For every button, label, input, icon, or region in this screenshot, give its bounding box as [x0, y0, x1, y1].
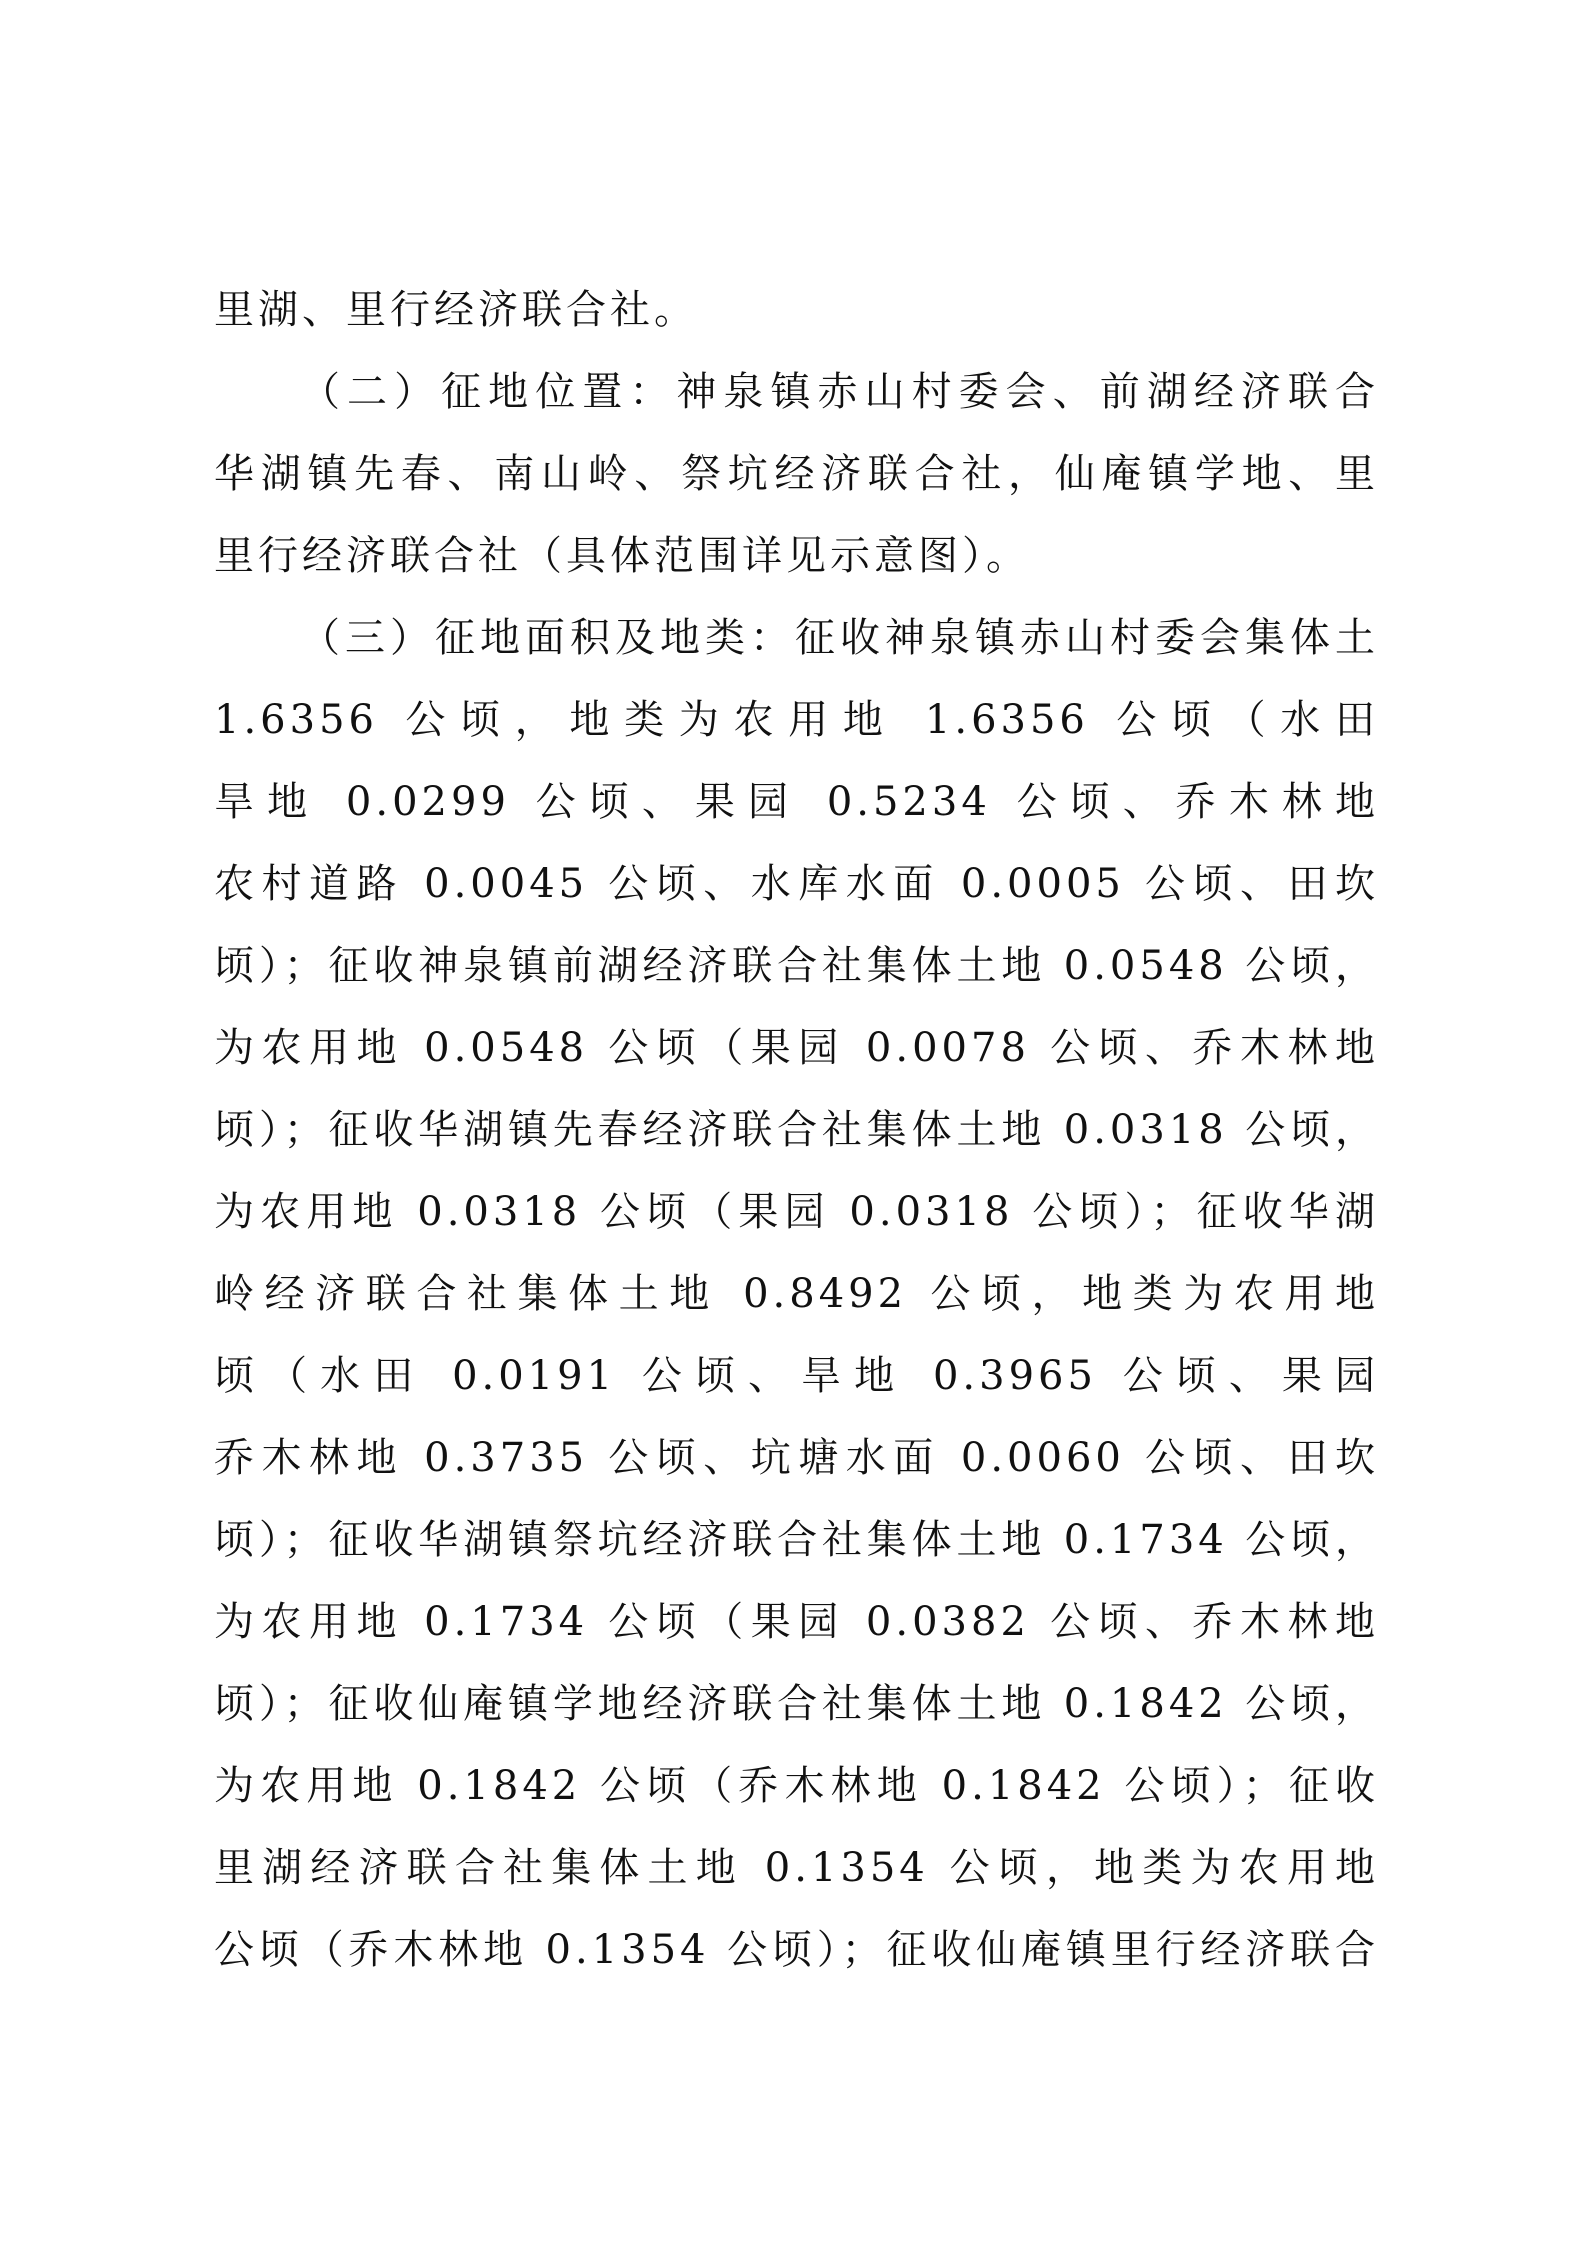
text-line-21: 公顷（乔木林地 0.1354 公顷）；征收仙庵镇里行经济联合 — [214, 1927, 1379, 1973]
text-line-12: 为农用地 0.0318 公顷（果园 0.0318 公顷）；征收华湖 — [214, 1189, 1379, 1235]
text-line-9: 顷）；征收神泉镇前湖经济联合社集体土地 0.0548 公顷， — [214, 943, 1379, 989]
text-line-13: 岭经济联合社集体土地 0.8492 公顷，地类为农用地 — [214, 1271, 1379, 1317]
text-line-1: 里湖、里行经济联合社。 — [214, 287, 698, 333]
text-line-6: 1.6356 公顷，地类为农用地 1.6356 公顷（水田 — [214, 697, 1379, 743]
paragraph-location-heading: （二）征地位置：神泉镇赤山村委会、前湖经济联合 — [300, 369, 1379, 415]
text-line-14: 顷（水田 0.0191 公顷、旱地 0.3965 公顷、果园 — [214, 1353, 1379, 1399]
text-line-19: 为农用地 0.1842 公顷（乔木林地 0.1842 公顷）；征收 — [214, 1763, 1379, 1809]
text-line-11: 顷）；征收华湖镇先春经济联合社集体土地 0.0318 公顷， — [214, 1107, 1379, 1153]
text-line-17: 为农用地 0.1734 公顷（果园 0.0382 公顷、乔木林地 — [214, 1599, 1379, 1645]
text-line-3: 华湖镇先春、南山岭、祭坑经济联合社，仙庵镇学地、里 — [214, 451, 1379, 497]
text-line-18: 顷）；征收仙庵镇学地经济联合社集体土地 0.1842 公顷， — [214, 1681, 1379, 1727]
text-line-20: 里湖经济联合社集体土地 0.1354 公顷，地类为农用地 — [214, 1845, 1379, 1891]
text-line-8: 农村道路 0.0045 公顷、水库水面 0.0005 公顷、田坎 — [214, 861, 1379, 907]
text-line-4: 里行经济联合社（具体范围详见示意图）。 — [214, 533, 1030, 579]
paragraph-area-heading: （三）征地面积及地类：征收神泉镇赤山村委会集体土 — [300, 615, 1379, 661]
text-line-15: 乔木林地 0.3735 公顷、坑塘水面 0.0060 公顷、田坎 — [214, 1435, 1379, 1481]
text-line-10: 为农用地 0.0548 公顷（果园 0.0078 公顷、乔木林地 — [214, 1025, 1379, 1071]
text-line-16: 顷）；征收华湖镇祭坑经济联合社集体土地 0.1734 公顷， — [214, 1517, 1379, 1563]
text-line-7: 旱地 0.0299 公顷、果园 0.5234 公顷、乔木林地 — [214, 779, 1379, 825]
